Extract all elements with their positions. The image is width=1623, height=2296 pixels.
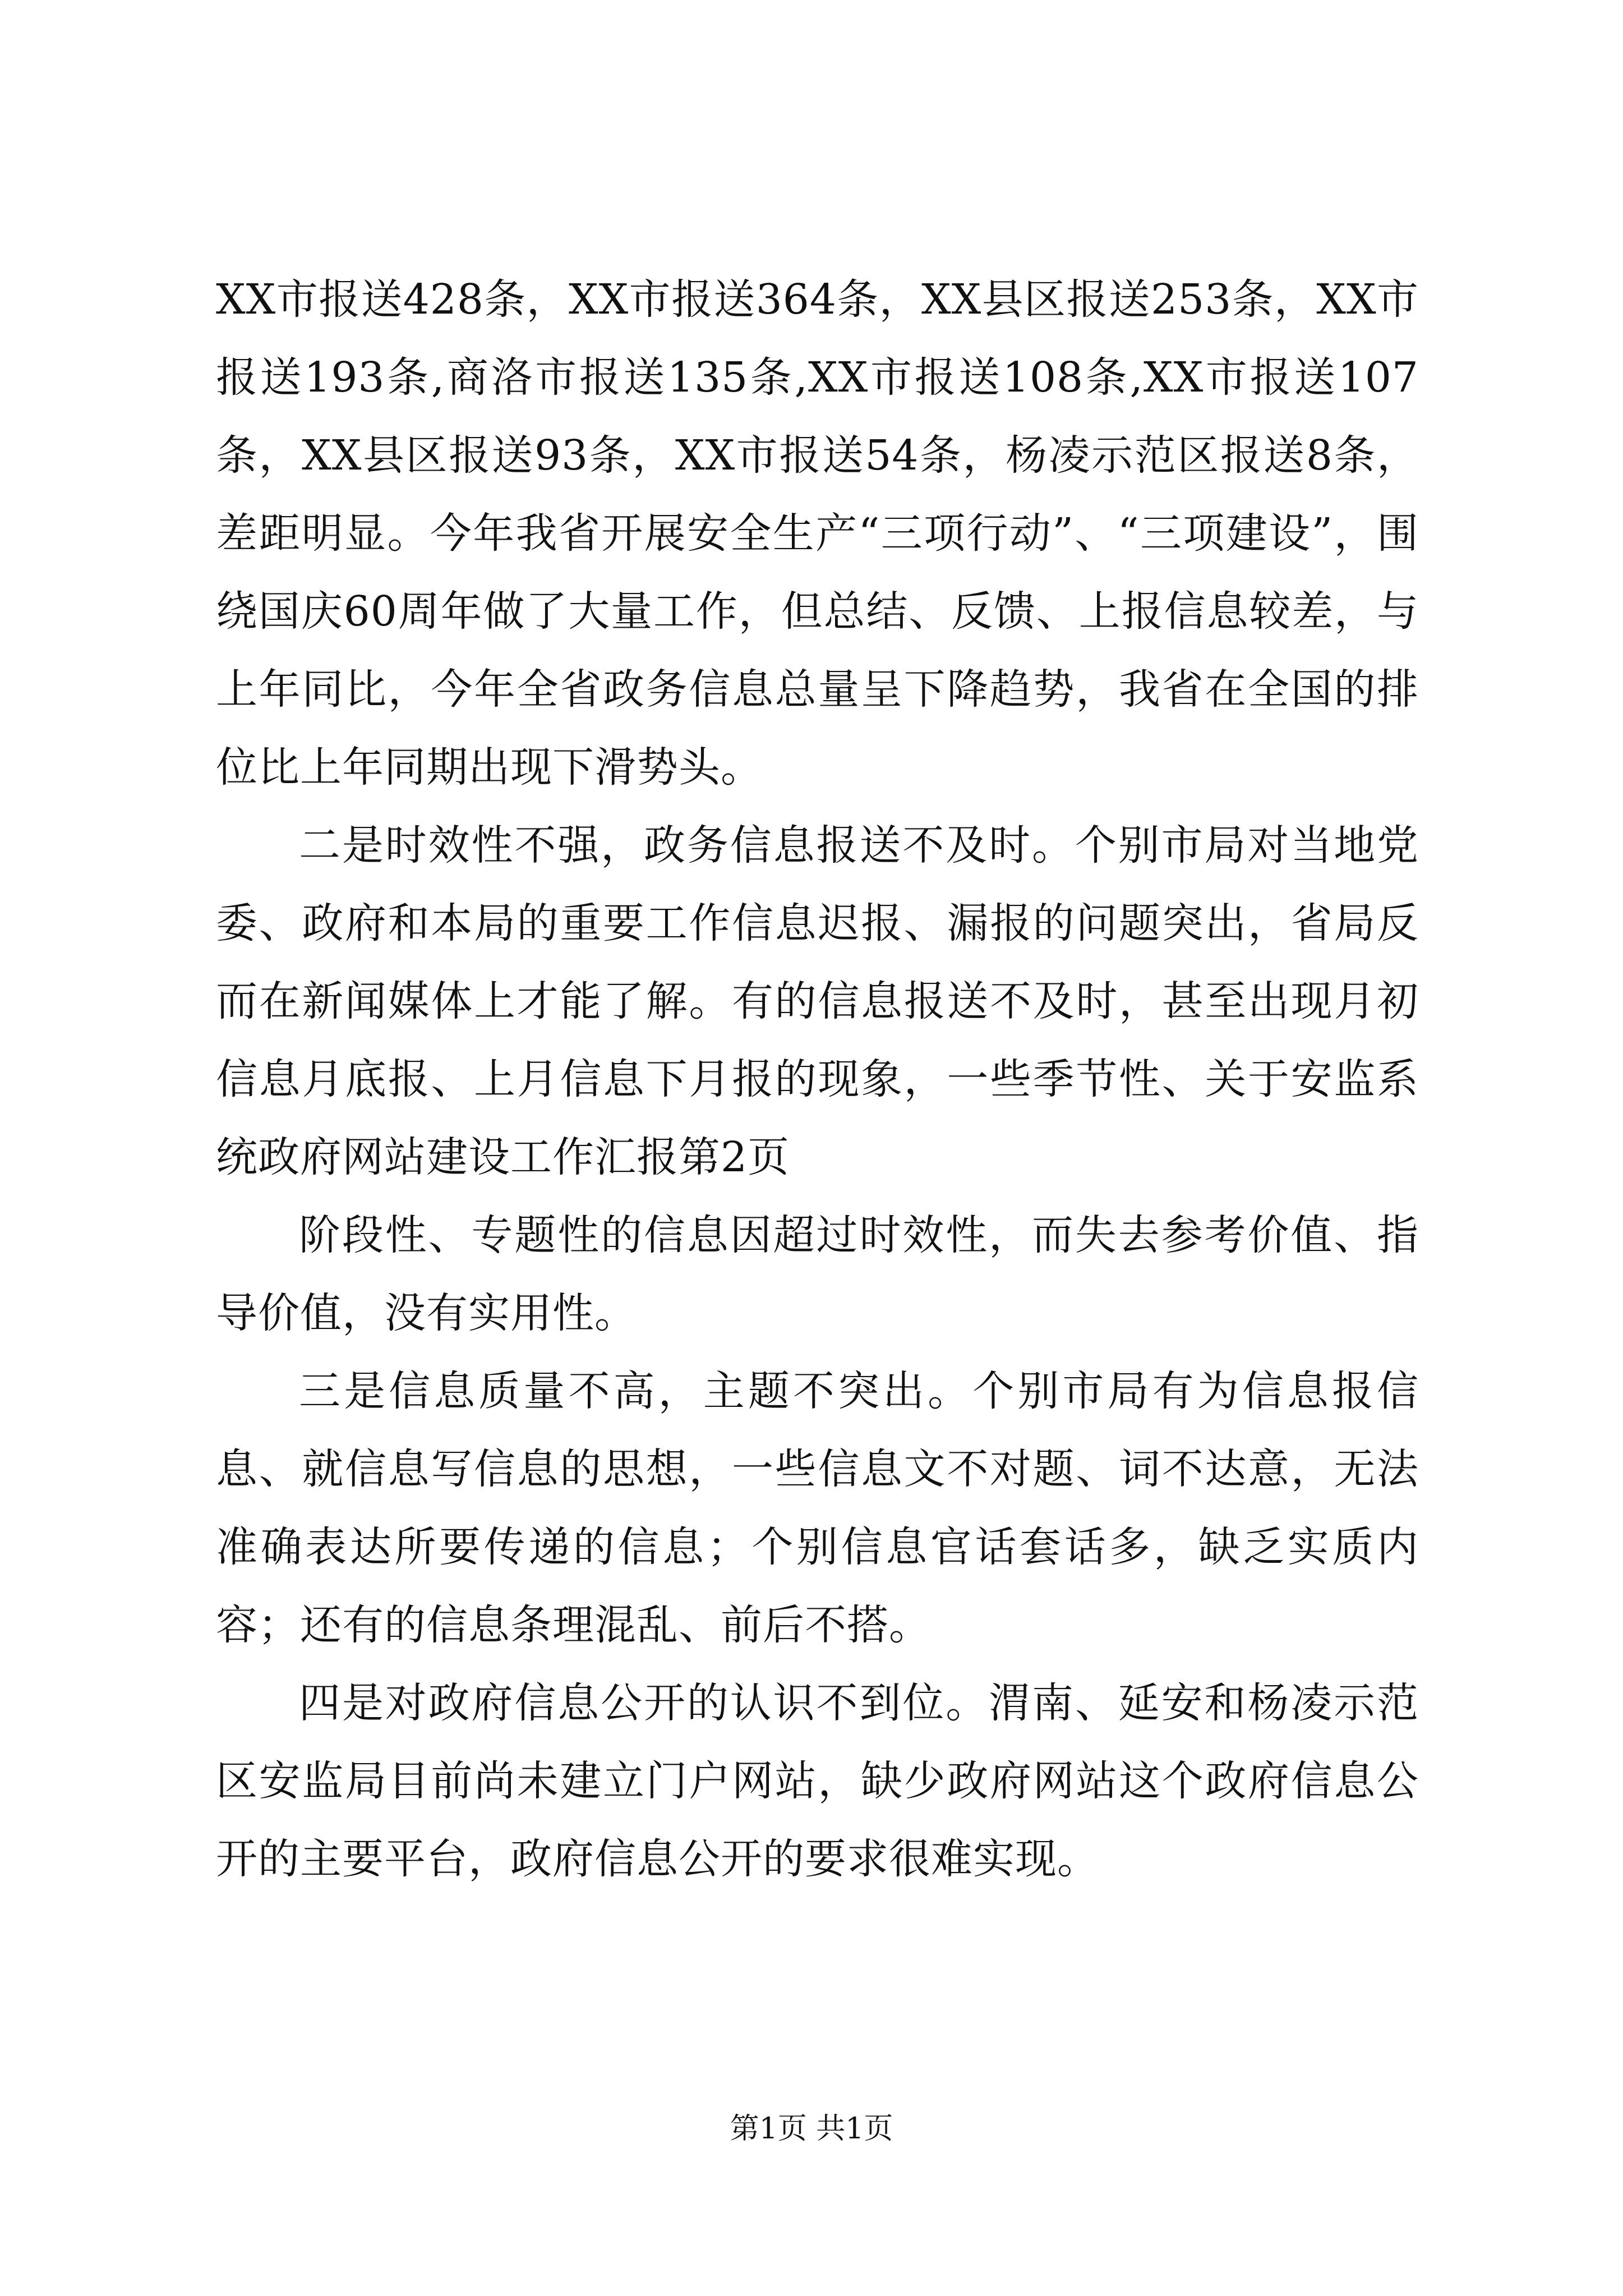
paragraph-2: 二是时效性不强，政务信息报送不及时。个别市局对当地党委、政府和本局的重要工作信息迟报、漏报的问题突出，省局反而在新闻媒体上才能了解。有的信息报送不及时，甚至出现月初信息月底报、上月信息下月报的现象，一些季节性、关于安监系统政府网站建设工作汇报第2页	[216, 821, 1419, 1181]
paragraph-1: XX市报送428条，XX市报送364条，XX县区报送253条，XX市报送193条,商洛市报送135条,XX市报送108条,XX市报送107条，XX县区报送93条，XX市报送54条，杨凌示范区报送8条，差距明显。今年我省开展安全生产“三项行动”、“三项建设”，围绕国庆60周年做了大量工作，但总结、反馈、上报信息较差，与上年同比，今年全省政务信息总量呈下降趋势，我省在全国的排位比上年同期出现下滑势头。	[216, 275, 1419, 792]
paragraph-3: 阶段性、专题性的信息因超过时效性，而失去参考价值、指导价值，没有实用性。	[216, 1211, 1419, 1337]
paragraph-4: 三是信息质量不高，主题不突出。个别市局有为信息报信息、就信息写信息的思想，一些信息文不对题、词不达意，无法准确表达所要传递的信息；个别信息官话套话多，缺乏实质内容；还有的信息条理混乱、前后不搭。	[216, 1367, 1419, 1649]
document-body	[216, 261, 1419, 1898]
page-footer: 第1页 共1页	[730, 2112, 893, 2146]
paragraph-5: 四是对政府信息公开的认识不到位。渭南、延安和杨凌示范区安监局目前尚未建立门户网站，缺少政府网站这个政府信息公开的主要平台，政府信息公开的要求很难实现。	[216, 1679, 1419, 1883]
